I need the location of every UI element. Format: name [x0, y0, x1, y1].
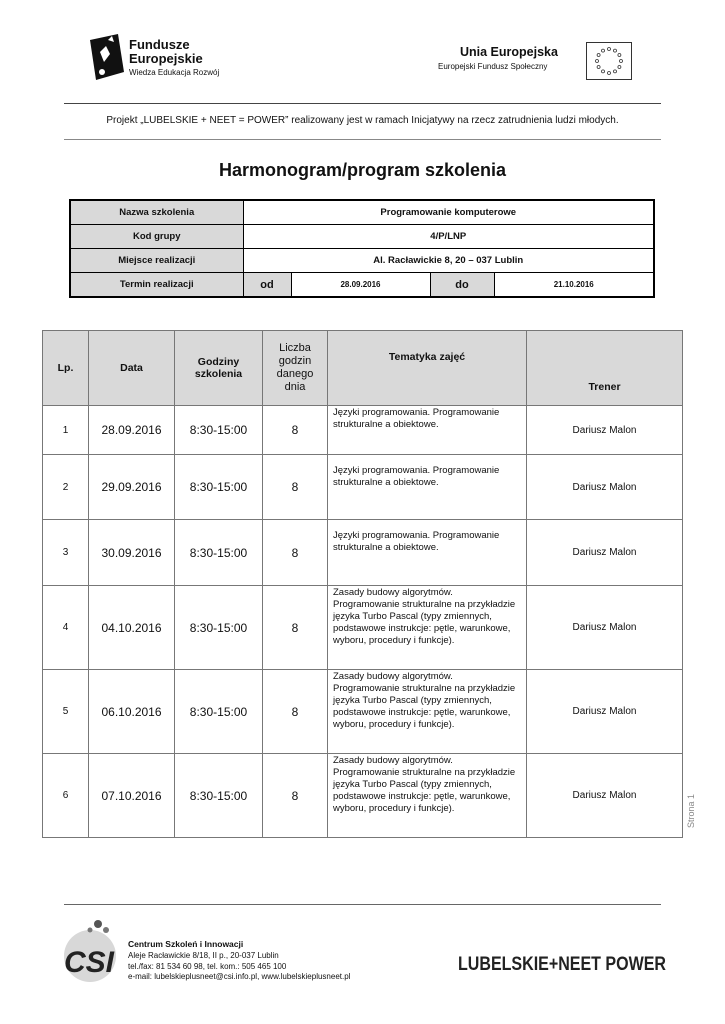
csi-logo [58, 916, 122, 988]
row-topic: Zasady budowy algorytmów. Programowanie strukturalne na przykładzie języka Turbo Pascal (typy zmiennych, podstawowe instrukcje: pętle, warunkowe, wyboru, procedury i funkcje). [328, 670, 527, 754]
row-lp: 1 [43, 406, 89, 455]
info-row-group [70, 225, 654, 249]
training-info-table [69, 199, 655, 298]
eu-flag-icon [586, 42, 632, 80]
name-label: Nazwa szkolenia [70, 200, 243, 225]
row-topic: Języki programowania. Programowanie strukturalne a obiektowe. [328, 455, 527, 520]
table-row [43, 455, 683, 520]
row-hours: 8:30-15:00 [175, 520, 263, 586]
row-count: 8 [263, 406, 328, 455]
place-label: Miejsce realizacji [70, 249, 243, 273]
row-count: 8 [263, 586, 328, 670]
eu-title: Unia Europejska [460, 45, 558, 59]
row-count: 8 [263, 670, 328, 754]
to-label: do [430, 273, 494, 298]
org-emails: e-mail: lubelskieplusneet@csi.info.pl, www.lubelskieplusneet.pl [128, 972, 351, 981]
header-topic: Tematyka zajęć [328, 331, 527, 406]
page-number: Strona 1 [686, 793, 696, 828]
header-divider [64, 103, 661, 104]
project-divider [64, 139, 661, 140]
table-row [43, 520, 683, 586]
eu-subtitle: Europejski Fundusz Społeczny [438, 62, 548, 71]
row-trainer: Dariusz Malon [527, 586, 683, 670]
to-value: 21.10.2016 [494, 273, 654, 298]
row-topic: Języki programowania. Programowanie strukturalne a obiektowe. [328, 520, 527, 586]
name-value: Programowanie komputerowe [243, 200, 654, 225]
row-count: 8 [263, 520, 328, 586]
from-label: od [243, 273, 291, 298]
row-hours: 8:30-15:00 [175, 406, 263, 455]
row-lp: 6 [43, 754, 89, 838]
info-row-name [70, 200, 654, 225]
row-date: 04.10.2016 [89, 586, 175, 670]
page-title: Harmonogram/program szkolenia [218, 160, 507, 180]
org-name: Centrum Szkoleń i Innowacji [128, 939, 244, 949]
table-row [43, 586, 683, 670]
row-lp: 2 [43, 455, 89, 520]
row-date: 29.09.2016 [89, 455, 175, 520]
footer-divider [64, 904, 661, 905]
schedule-header-row [43, 331, 683, 406]
project-line: Projekt „LUBELSKIE + NEET = POWER” realizowany jest w ramach Inicjatywy na rzecz zatrudnienia ludzi młodych. [106, 115, 619, 126]
table-row [43, 406, 683, 455]
org-address: Aleje Racławickie 8/18, II p., 20-037 Lublin [128, 951, 279, 960]
row-trainer: Dariusz Malon [527, 754, 683, 838]
row-lp: 4 [43, 586, 89, 670]
fe-title-line2: Europejskie [129, 51, 203, 66]
term-label: Termin realizacji [70, 273, 243, 298]
row-count: 8 [263, 455, 328, 520]
place-value: Al. Racławickie 8, 20 – 037 Lublin [243, 249, 654, 273]
table-row [43, 754, 683, 838]
row-hours: 8:30-15:00 [175, 670, 263, 754]
header-trainer: Trener [527, 331, 683, 406]
fe-logo-title [129, 38, 203, 66]
row-hours: 8:30-15:00 [175, 455, 263, 520]
row-hours: 8:30-15:00 [175, 586, 263, 670]
row-hours: 8:30-15:00 [175, 754, 263, 838]
table-row [43, 670, 683, 754]
row-topic: Zasady budowy algorytmów. Programowanie strukturalne na przykładzie języka Turbo Pascal (typy zmiennych, podstawowe instrukcje: pętle, warunkowe, wyboru, procedury i funkcje). [328, 754, 527, 838]
lnp-logo-text: LUBELSKIE+NEET POWER [458, 954, 667, 975]
header-date: Data [89, 331, 175, 406]
group-label: Kod grupy [70, 225, 243, 249]
row-trainer: Dariusz Malon [527, 670, 683, 754]
csi-logo-text: CSI [64, 946, 115, 979]
row-count: 8 [263, 754, 328, 838]
header-count: Liczba godzin danego dnia [263, 331, 328, 406]
row-date: 30.09.2016 [89, 520, 175, 586]
org-phones: tel./fax: 81 534 60 98, tel. kom.: 505 465 100 [128, 962, 287, 971]
schedule-table [42, 330, 683, 838]
row-trainer: Dariusz Malon [527, 406, 683, 455]
row-date: 07.10.2016 [89, 754, 175, 838]
from-value: 28.09.2016 [291, 273, 430, 298]
row-trainer: Dariusz Malon [527, 455, 683, 520]
fe-title-line1: Fundusze [129, 37, 190, 52]
fe-subtitle: Wiedza Edukacja Rozwój [129, 68, 220, 77]
info-row-place [70, 249, 654, 273]
header-lp: Lp. [43, 331, 89, 406]
header-hours: Godziny szkolenia [175, 331, 263, 406]
lubelskie-neet-power-logo [458, 940, 668, 984]
row-lp: 5 [43, 670, 89, 754]
info-row-term [70, 273, 654, 298]
row-date: 06.10.2016 [89, 670, 175, 754]
row-topic: Języki programowania. Programowanie strukturalne a obiektowe. [328, 406, 527, 455]
row-lp: 3 [43, 520, 89, 586]
group-value: 4/P/LNP [243, 225, 654, 249]
row-trainer: Dariusz Malon [527, 520, 683, 586]
row-date: 28.09.2016 [89, 406, 175, 455]
row-topic: Zasady budowy algorytmów. Programowanie strukturalne na przykładzie języka Turbo Pascal (typy zmiennych, podstawowe instrukcje: pętle, warunkowe, wyboru, procedury i funkcje). [328, 586, 527, 670]
